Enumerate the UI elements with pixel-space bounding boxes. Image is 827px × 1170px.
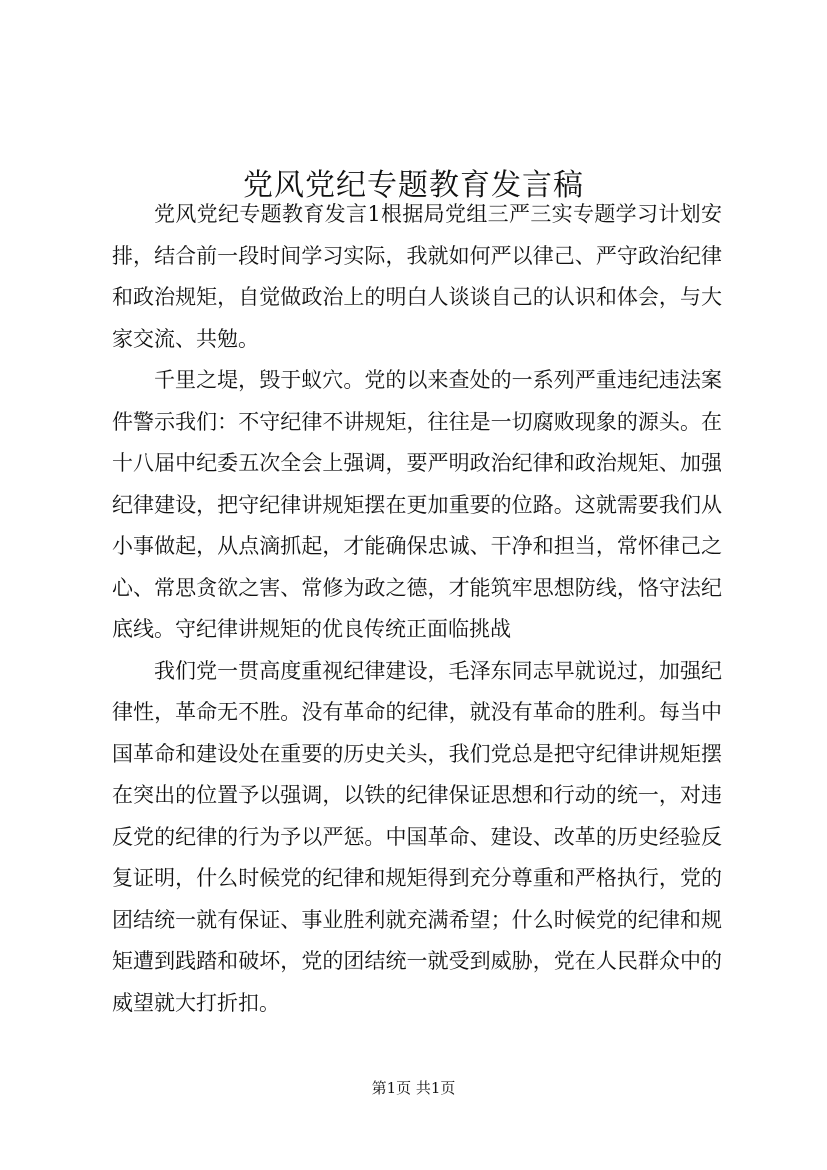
document-title: 党风党纪专题教育发言稿: [243, 168, 584, 204]
paragraph-2: 千里之堤，毁于蚁穴。党的以来查处的一系列严重违纪违法案件警示我们：不守纪律不讲规矩，往往是一切腐败现象的源头。在十八届中纪委五次全会上强调，要严明政治纪律和政治规矩、加强纪律建设，把守纪律讲规矩摆在更加重要的位路。这就需要我们从小事做起，从点滴抓起，才能确保忠诚、干净和担当，常怀律己之心、常思贪欲之害、常修为政之德，才能筑牢思想防线，恪守法纪底线。守纪律讲规矩的优良传统正面临挑战: [112, 368, 722, 641]
paragraph-1: 党风党纪专题教育发言1根据局党组三严三实专题学习计划安排，结合前一段时间学习实际，我就如何严以律己、严守政治纪律和政治规矩，自觉做政治上的明白人谈谈自己的认识和体会，与大家交流、共勉。: [112, 202, 722, 351]
paragraph-3: 我们党一贯高度重视纪律建设，毛泽东同志早就说过，加强纪律性，革命无不胜。没有革命的纪律，就没有革命的胜利。每当中国革命和建设处在重要的历史关头，我们党总是把守纪律讲规矩摆在突出的位置予以强调，以铁的纪律保证思想和行动的统一，对违反党的纪律的行为予以严惩。中国革命、建设、改革的历史经验反复证明，什么时候党的纪律和规矩得到充分尊重和严格执行，党的团结统一就有保证、事业胜利就充满希望；什么时候党的纪律和规矩遭到践踏和破坏，党的团结统一就受到威胁，党在人民群众中的威望就大打折扣。: [112, 658, 722, 1015]
page-footer: 第1页 共1页: [371, 1079, 456, 1097]
document-body: [112, 194, 722, 1024]
